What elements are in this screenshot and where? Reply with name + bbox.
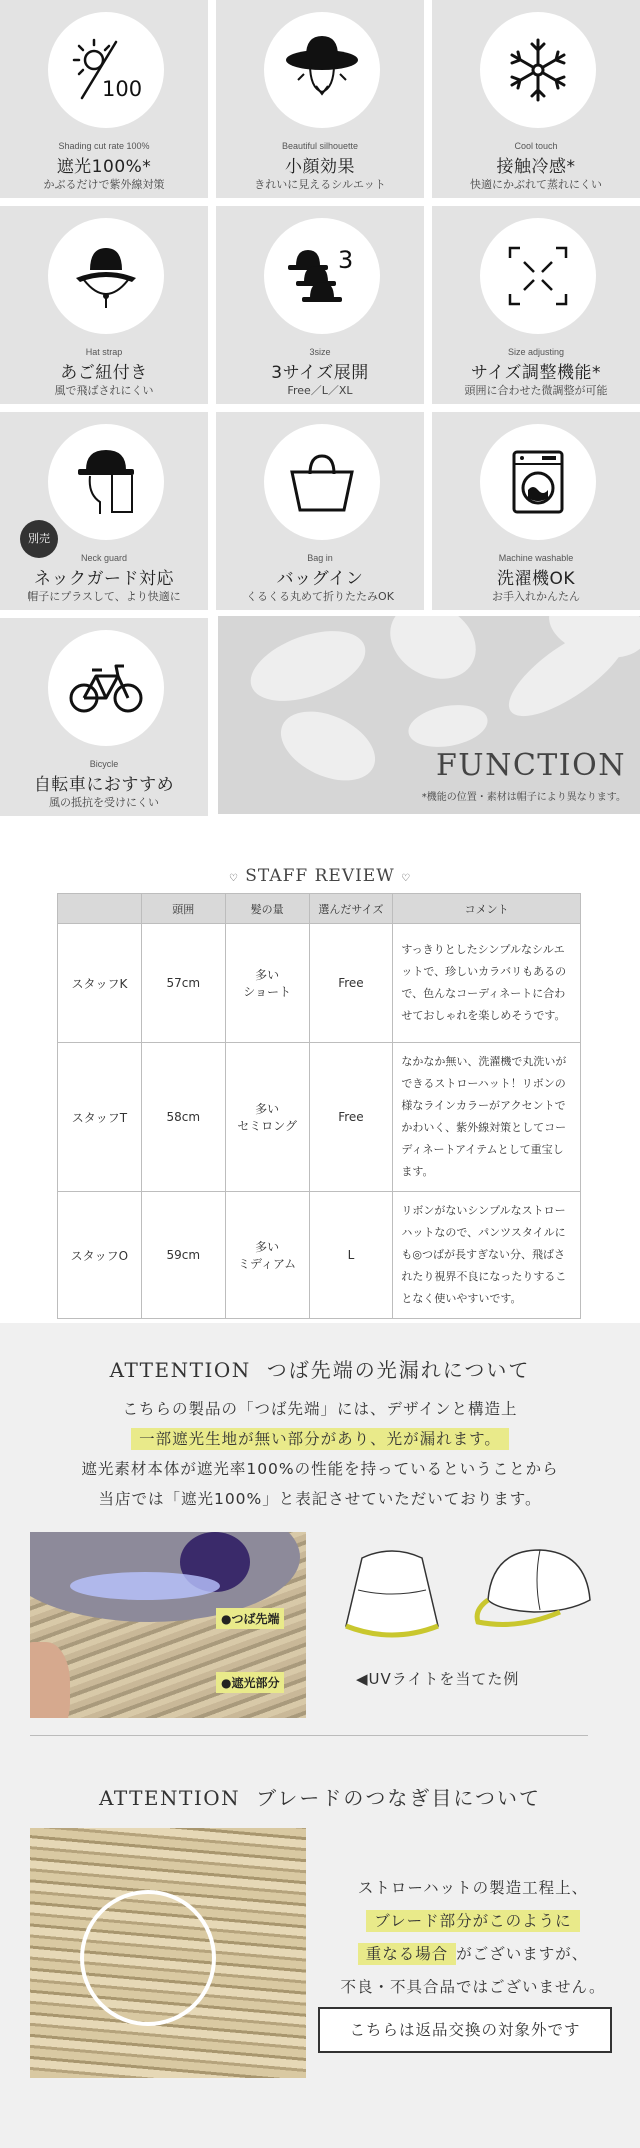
sun-shade-icon — [66, 30, 146, 110]
three-hats-icon — [282, 236, 362, 316]
chevron-down-icon: ♡ — [401, 873, 412, 884]
column-header: コメント — [393, 894, 581, 924]
feature-subtitle: くるくる丸めて折りたたみOK — [246, 590, 394, 603]
uv-light-caption: ◀UVライトを当てた例 — [356, 1670, 520, 1688]
feature-jp-title: 遮光100%* — [56, 157, 152, 177]
chosen-size: Free — [309, 1043, 393, 1192]
staff-name: スタッフT — [58, 1043, 142, 1192]
staff-review-table — [57, 893, 581, 1319]
bicycle-icon — [66, 648, 146, 728]
feature-subtitle: 頭囲に合わせた微調整が可能 — [464, 384, 608, 397]
feature-card-3size — [216, 206, 424, 404]
hat-strap-icon — [66, 236, 146, 316]
head-size: 59cm — [141, 1192, 225, 1319]
hair-amount: 多い セミロング — [225, 1043, 309, 1192]
feature-subtitle: 帽子にプラスして、より快適に — [27, 590, 181, 603]
attention-braid-title: ATTENTION ブレードのつなぎ目について — [99, 1786, 541, 1810]
neck-guard-icon — [66, 442, 146, 522]
attention-brim-text: こちらの製品の「つば先端」には、デザインと構造上 一部遮光生地が無い部分があり、光が漏れます。 遮光素材本体が遮光率100%の性能を持っているということから 当店では「遮光100%」と表記させていただいております。 — [81, 1400, 559, 1508]
braid-joint-photo — [30, 1828, 306, 2078]
feature-card-cool-touch — [432, 0, 640, 198]
feature-jp-title: 接触冷感* — [496, 157, 576, 177]
feature-en-label: 3size — [309, 347, 331, 357]
feature-card-bicycle — [0, 618, 208, 816]
feature-en-label: Size adjusting — [507, 347, 565, 357]
sold-separately-badge: 別売 — [20, 520, 58, 558]
feature-en-label: Neck guard — [80, 553, 128, 563]
staff-name: スタッフK — [58, 924, 142, 1043]
table-header-row — [58, 894, 581, 924]
highlight-text: 重なる場合 — [358, 1943, 457, 1965]
three-size-label: 3 — [338, 246, 354, 274]
function-panel — [218, 616, 640, 814]
review-comment: リボンがないシンプルなストローハットなので、パンツスタイルにも◎つばが長すぎない分、飛ばされたり視界不良になったりすることなく使いやすいです。 — [393, 1192, 581, 1319]
feature-jp-title: あご紐付き — [60, 363, 148, 383]
feature-en-label: Beautiful silhouette — [281, 141, 359, 151]
staff-review-title: ♡ STAFF REVIEW ♡ — [228, 866, 412, 886]
feature-jp-title: 3サイズ展開 — [271, 363, 369, 383]
hat-diagram-bucket — [322, 1540, 462, 1660]
staff-name: スタッフO — [58, 1192, 142, 1319]
feature-en-label: Bicycle — [89, 759, 119, 769]
chevron-down-icon: ♡ — [228, 873, 239, 884]
feature-en-label: Hat strap — [85, 347, 123, 357]
size-adjust-icon — [498, 236, 578, 316]
washing-machine-icon — [498, 442, 578, 522]
sun-hat-face-icon — [282, 30, 362, 110]
feature-card-size-adjust — [432, 206, 640, 404]
review-comment: なかなか無い、洗濯機で丸洗いができるストローハット！リボンの様なラインカラーがアクセントでかわいく、紫外線対策としてコーディネートアイテムとして重宝します。 — [393, 1043, 581, 1192]
table-row — [58, 1043, 581, 1192]
feature-subtitle: Free／L／XL — [287, 384, 353, 397]
feature-jp-title: 洗濯機OK — [496, 569, 576, 589]
feature-en-label: Bag in — [307, 553, 333, 563]
section-divider — [30, 1735, 588, 1736]
function-note: *機能の位置・素材は帽子により異なります。 — [421, 792, 626, 803]
function-title: FUNCTION — [435, 748, 626, 783]
feature-jp-title: バッグイン — [276, 569, 364, 589]
attention-braid-text: ストローハットの製造工程上、 ブレード部分がこのように 重なる場合 がございますが、 不良・不具合品ではございません。 — [340, 1879, 606, 1996]
hair-amount: 多い ショート — [225, 924, 309, 1043]
feature-subtitle: きれいに見えるシルエット — [254, 178, 386, 191]
chosen-size: L — [309, 1192, 393, 1319]
hair-amount: 多い ミディアム — [225, 1192, 309, 1319]
chosen-size: Free — [309, 924, 393, 1043]
snowflake-icon — [498, 30, 578, 110]
feature-card-neck-guard — [0, 412, 208, 610]
column-header — [58, 894, 142, 924]
feature-card-hat-strap — [0, 206, 208, 404]
feature-en-label: Cool touch — [514, 141, 558, 151]
head-size: 58cm — [141, 1043, 225, 1192]
feature-jp-title: ネックガード対応 — [34, 569, 174, 589]
column-header: 髪の量 — [225, 894, 309, 924]
feature-subtitle: お手入れかんたん — [492, 590, 580, 603]
feature-card-shading — [0, 0, 208, 198]
head-size: 57cm — [141, 924, 225, 1043]
feature-card-bag-in — [216, 412, 424, 610]
table-row — [58, 924, 581, 1043]
feature-jp-title: 自転車におすすめ — [33, 775, 175, 795]
attention-brim-title: ATTENTION つば先端の光漏れについて — [109, 1358, 531, 1382]
feature-subtitle: 快適にかぶれて蒸れにくい — [470, 178, 602, 191]
feature-subtitle: 風の抵抗を受けにくい — [49, 796, 159, 809]
feature-subtitle: 風で飛ばされにくい — [54, 384, 154, 397]
feature-card-machine-washable — [432, 412, 640, 610]
highlight-text: ブレード部分がこのように — [366, 1910, 579, 1932]
column-header: 選んだサイズ — [309, 894, 393, 924]
hat-diagram-cap — [468, 1540, 598, 1660]
feature-subtitle: かぶるだけで紫外線対策 — [43, 178, 165, 191]
uv-light-photo — [30, 1532, 306, 1718]
feature-jp-title: 小顔効果 — [285, 157, 355, 177]
non-returnable-notice: こちらは返品交換の対象外です — [318, 2007, 612, 2053]
highlight-text: 一部遮光生地が無い部分があり、光が漏れます。 — [131, 1428, 509, 1450]
brim-tip-tag: ●つば先端 — [216, 1608, 284, 1629]
feature-en-label: Shading cut rate 100% — [58, 141, 150, 151]
column-header: 頭囲 — [141, 894, 225, 924]
table-row — [58, 1192, 581, 1319]
feature-en-label: Machine washable — [498, 553, 574, 563]
review-comment: すっきりとしたシンプルなシルエットで、珍しいカラバリもあるので、色んなコーディネートに合わせておしゃれを楽しめそうです。 — [393, 924, 581, 1043]
feature-grid — [0, 0, 640, 820]
shading-part-tag: ●遮光部分 — [216, 1672, 284, 1693]
feature-card-silhouette — [216, 0, 424, 198]
feature-jp-title: サイズ調整機能* — [470, 363, 602, 383]
bag-icon — [282, 442, 362, 522]
shading-100-label: 100 — [102, 77, 143, 101]
